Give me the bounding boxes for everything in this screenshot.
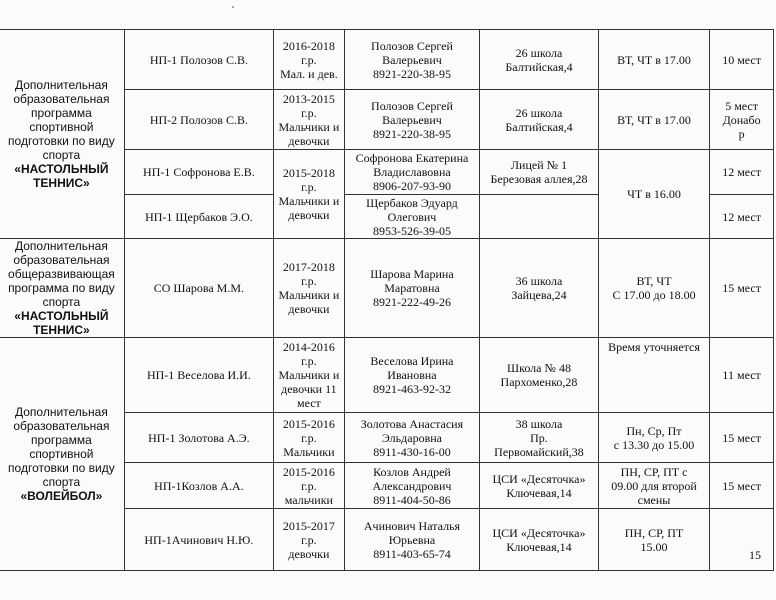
- group-cell: НП-1Козлов А.А.: [124, 463, 273, 509]
- program-description: Дополнительная образовательная программа спортивной подготовки по виду спорта: [8, 405, 115, 489]
- group-cell: НП-2 Полозов С.В.: [124, 90, 273, 150]
- table-row: [0, 338, 774, 413]
- places-cell: 15 мест: [710, 413, 774, 463]
- birth-years-cell: 2015-2016 г.р. Мальчики: [273, 413, 344, 463]
- coach-cell: Ачинович Наталья Юрьевна 8911-403-65-74: [344, 509, 479, 571]
- location-cell: 38 школа Пр. Первомайский,38: [480, 413, 599, 463]
- location-cell: Лицей № 1 Березовая аллея,28: [480, 150, 599, 195]
- birth-years-cell: 2015-2016 г.р. мальчики: [273, 463, 344, 509]
- coach-cell: Полозов Сергей Валерьевич 8921-220-38-95: [344, 90, 479, 150]
- places-cell: 12 мест: [710, 195, 774, 239]
- location-cell: 26 школа Балтийская,4: [480, 30, 599, 90]
- coach-cell: Щербаков Эдуард Олегович 8953-526-39-05: [344, 195, 479, 239]
- coach-cell: Козлов Андрей Александрович 8911-404-50-86: [344, 463, 479, 509]
- location-cell: 26 школа Балтийская,4: [480, 90, 599, 150]
- program-cell: [0, 30, 124, 239]
- group-cell: СО Шарова М.М.: [124, 239, 273, 338]
- time-cell: ВТ, ЧТ С 17.00 до 18.00: [598, 239, 709, 338]
- places-cell: 15 мест: [710, 239, 774, 338]
- time-cell: ВТ, ЧТ в 17.00: [598, 30, 709, 90]
- program-description: Дополнительная образовательная общеразвивающая программа по виду спорта: [8, 239, 115, 309]
- table-row: [0, 30, 774, 90]
- places-cell: 5 мест Донабо р: [710, 90, 774, 150]
- time-cell: ВТ, ЧТ в 17.00: [598, 90, 709, 150]
- program-cell: [0, 239, 124, 338]
- group-cell: НП-1 Веселова И.И.: [124, 338, 273, 413]
- location-cell: ЦСИ «Десяточка» Ключевая,14: [480, 509, 599, 571]
- birth-years-cell: 2014-2016 г.р. Мальчики и девочки 11 мест: [273, 338, 344, 413]
- birth-years-cell: 2015-2018 г.р. Мальчики и девочки: [273, 150, 344, 239]
- group-cell: НП-1 Щербаков Э.О.: [124, 195, 273, 239]
- location-cell-empty: [480, 195, 599, 239]
- location-cell: ЦСИ «Десяточка» Ключевая,14: [480, 463, 599, 509]
- places-cell: 15: [710, 509, 774, 571]
- birth-years-cell: 2013-2015 г.р. Мальчики и девочки: [273, 90, 344, 150]
- coach-cell: Полозов Сергей Валерьевич 8921-220-38-95: [344, 30, 479, 90]
- group-cell: НП-1 Полозов С.В.: [124, 30, 273, 90]
- time-cell: ЧТ в 16.00: [598, 150, 709, 239]
- coach-cell: Веселова Ирина Ивановна 8921-463-92-32: [344, 338, 479, 413]
- time-cell: Пн, Ср, Пт с 13.30 до 15.00: [598, 413, 709, 463]
- location-cell: Школа № 48 Пархоменко,28: [480, 338, 599, 413]
- places-cell: 10 мест: [710, 30, 774, 90]
- places-cell: 11 мест: [710, 338, 774, 413]
- schedule-table: [0, 29, 774, 571]
- time-cell: ПН, СР, ПТ с 09.00 для второй смены: [598, 463, 709, 509]
- location-cell: 36 школа Зайцева,24: [480, 239, 599, 338]
- time-cell: Время уточняется: [598, 338, 709, 413]
- places-cell: 15 мест: [710, 463, 774, 509]
- coach-cell: Софронова Екатерина Владиславовна 8906-207-93-90: [344, 150, 479, 195]
- group-cell: НП-1 Золотова А.Э.: [124, 413, 273, 463]
- group-cell: НП-1 Софронова Е.В.: [124, 150, 273, 195]
- program-sport: «НАСТОЛЬНЫЙ ТЕННИС»: [14, 162, 109, 190]
- coach-cell: Шарова Марина Маратовна 8921-222-49-26: [344, 239, 479, 338]
- places-cell: 12 мест: [710, 150, 774, 195]
- time-cell: ПН, СР, ПТ 15.00: [598, 509, 709, 571]
- program-sport: «ВОЛЕЙБОЛ»: [20, 489, 103, 503]
- scan-speck: [232, 6, 234, 8]
- birth-years-cell: 2017-2018 г.р. Мальчики и девочки: [273, 239, 344, 338]
- group-cell: НП-1Ачинович Н.Ю.: [124, 509, 273, 571]
- table-row: [0, 239, 774, 338]
- birth-years-cell: 2016-2018 г.р. Мал. и дев.: [273, 30, 344, 90]
- program-sport: «НАСТОЛЬНЫЙ ТЕННИС»: [14, 309, 109, 337]
- program-description: Дополнительная образовательная программа спортивной подготовки по виду спорта: [8, 78, 115, 162]
- program-cell: [0, 338, 124, 571]
- birth-years-cell: 2015-2017 г.р. девочки: [273, 509, 344, 571]
- coach-cell: Золотова Анастасия Эльдаровна 8911-430-16-00: [344, 413, 479, 463]
